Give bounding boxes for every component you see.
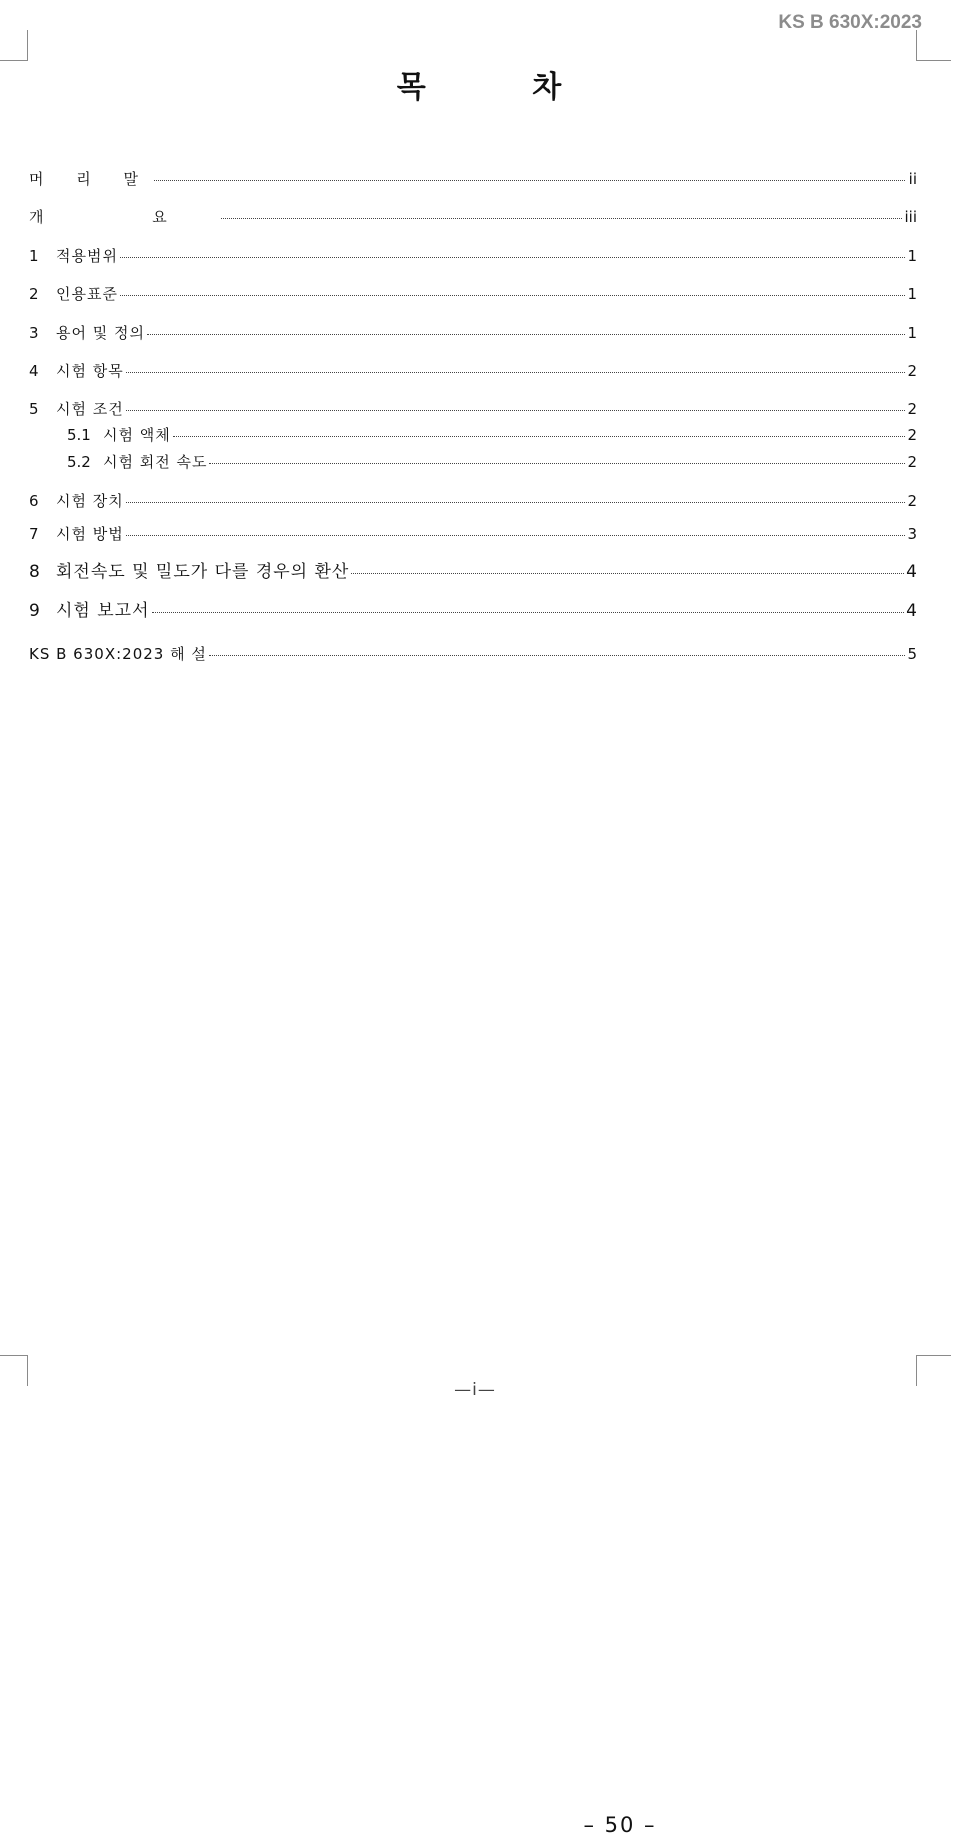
toc-entry-7[interactable] (29, 525, 917, 543)
roman-page-marker: —i— (454, 1380, 496, 1400)
toc-entry-number: 1 (29, 247, 39, 265)
toc-entry-label: 시험 장치 (56, 492, 124, 510)
toc-entry-page: ii (908, 170, 917, 188)
toc-entry-2[interactable] (29, 285, 917, 303)
toc-dot-leader (351, 573, 904, 574)
toc-entry-1[interactable] (29, 247, 917, 265)
toc-title: 목 차 (396, 70, 610, 105)
toc-entry-6[interactable] (29, 492, 917, 510)
toc-entry-page: 1 (907, 324, 917, 342)
toc-entry-5-2[interactable] (67, 453, 917, 471)
toc-entry-5[interactable] (29, 400, 917, 418)
toc-dot-leader (126, 502, 905, 503)
toc-dot-leader (126, 372, 905, 373)
toc-entry-page: 2 (907, 492, 917, 510)
toc-entry-label: 적용범위 (56, 247, 118, 265)
toc-entry-label: 시험 항목 (56, 362, 124, 380)
toc-entry-label: 시험 방법 (56, 525, 124, 543)
toc-entry-page: 3 (907, 525, 917, 543)
toc-entry-4[interactable] (29, 362, 917, 380)
toc-entry-number: 8 (29, 562, 40, 582)
toc-entry-5-1[interactable] (67, 426, 917, 444)
toc-entry-commentary[interactable] (29, 645, 917, 663)
toc-entry-number: 5.1 (67, 426, 91, 444)
toc-entry-8[interactable] (29, 562, 917, 582)
toc-entry-9[interactable] (29, 601, 917, 621)
toc-entry-number: 3 (29, 324, 39, 342)
toc-entry-number: 6 (29, 492, 39, 510)
toc-entry-label: 시험 액체 (103, 426, 171, 444)
toc-entry-page: 2 (907, 362, 917, 380)
toc-dot-leader (209, 463, 905, 464)
toc-entry-page: 1 (907, 247, 917, 265)
toc-entry-number: 4 (29, 362, 39, 380)
toc-entry-page: 4 (906, 562, 917, 582)
page-number: – 50 – (583, 1813, 657, 1837)
toc-entry-number: 5 (29, 400, 39, 418)
toc-entry-preface[interactable] (29, 170, 917, 188)
toc-dot-leader (147, 334, 905, 335)
toc-entry-overview[interactable] (29, 208, 917, 226)
toc-entry-label: 시험 보고서 (56, 601, 150, 621)
toc-entry-number: 5.2 (67, 453, 91, 471)
toc-dot-leader (209, 655, 905, 656)
crop-mark-top-left (0, 30, 28, 61)
toc-entry-number: 2 (29, 285, 39, 303)
toc-dot-leader (152, 612, 905, 613)
toc-entry-page: 2 (907, 400, 917, 418)
toc-entry-3[interactable] (29, 324, 917, 342)
toc-entry-page: 5 (907, 645, 917, 663)
toc-entry-label: 개 요 (29, 208, 219, 226)
toc-dot-leader (154, 180, 905, 181)
toc-entry-label: 회전속도 및 밀도가 다를 경우의 환산 (56, 562, 350, 582)
toc-entry-page: iii (904, 208, 917, 226)
toc-entry-label: 머 리 말 (29, 170, 153, 188)
toc-entry-page: 2 (907, 453, 917, 471)
toc-entry-number: 7 (29, 525, 39, 543)
toc-dot-leader (126, 535, 905, 536)
toc-dot-leader (221, 218, 903, 219)
toc-entry-label: 용어 및 정의 (56, 324, 145, 342)
toc-entry-page: 1 (907, 285, 917, 303)
toc-dot-leader (173, 436, 905, 437)
document-code: KS B 630X:2023 (778, 12, 922, 33)
crop-mark-top-right (916, 30, 951, 61)
toc-entry-number: 9 (29, 601, 40, 621)
toc-dot-leader (126, 410, 905, 411)
toc-entry-label: KS B 630X:2023 해 설 (29, 645, 207, 663)
toc-entry-label: 시험 조건 (56, 400, 124, 418)
toc-entry-label: 시험 회전 속도 (103, 453, 208, 471)
toc-entry-label: 인용표준 (56, 285, 118, 303)
toc-dot-leader (120, 257, 905, 258)
toc-entry-page: 2 (907, 426, 917, 444)
toc-entry-page: 4 (906, 601, 917, 621)
toc-dot-leader (120, 295, 905, 296)
